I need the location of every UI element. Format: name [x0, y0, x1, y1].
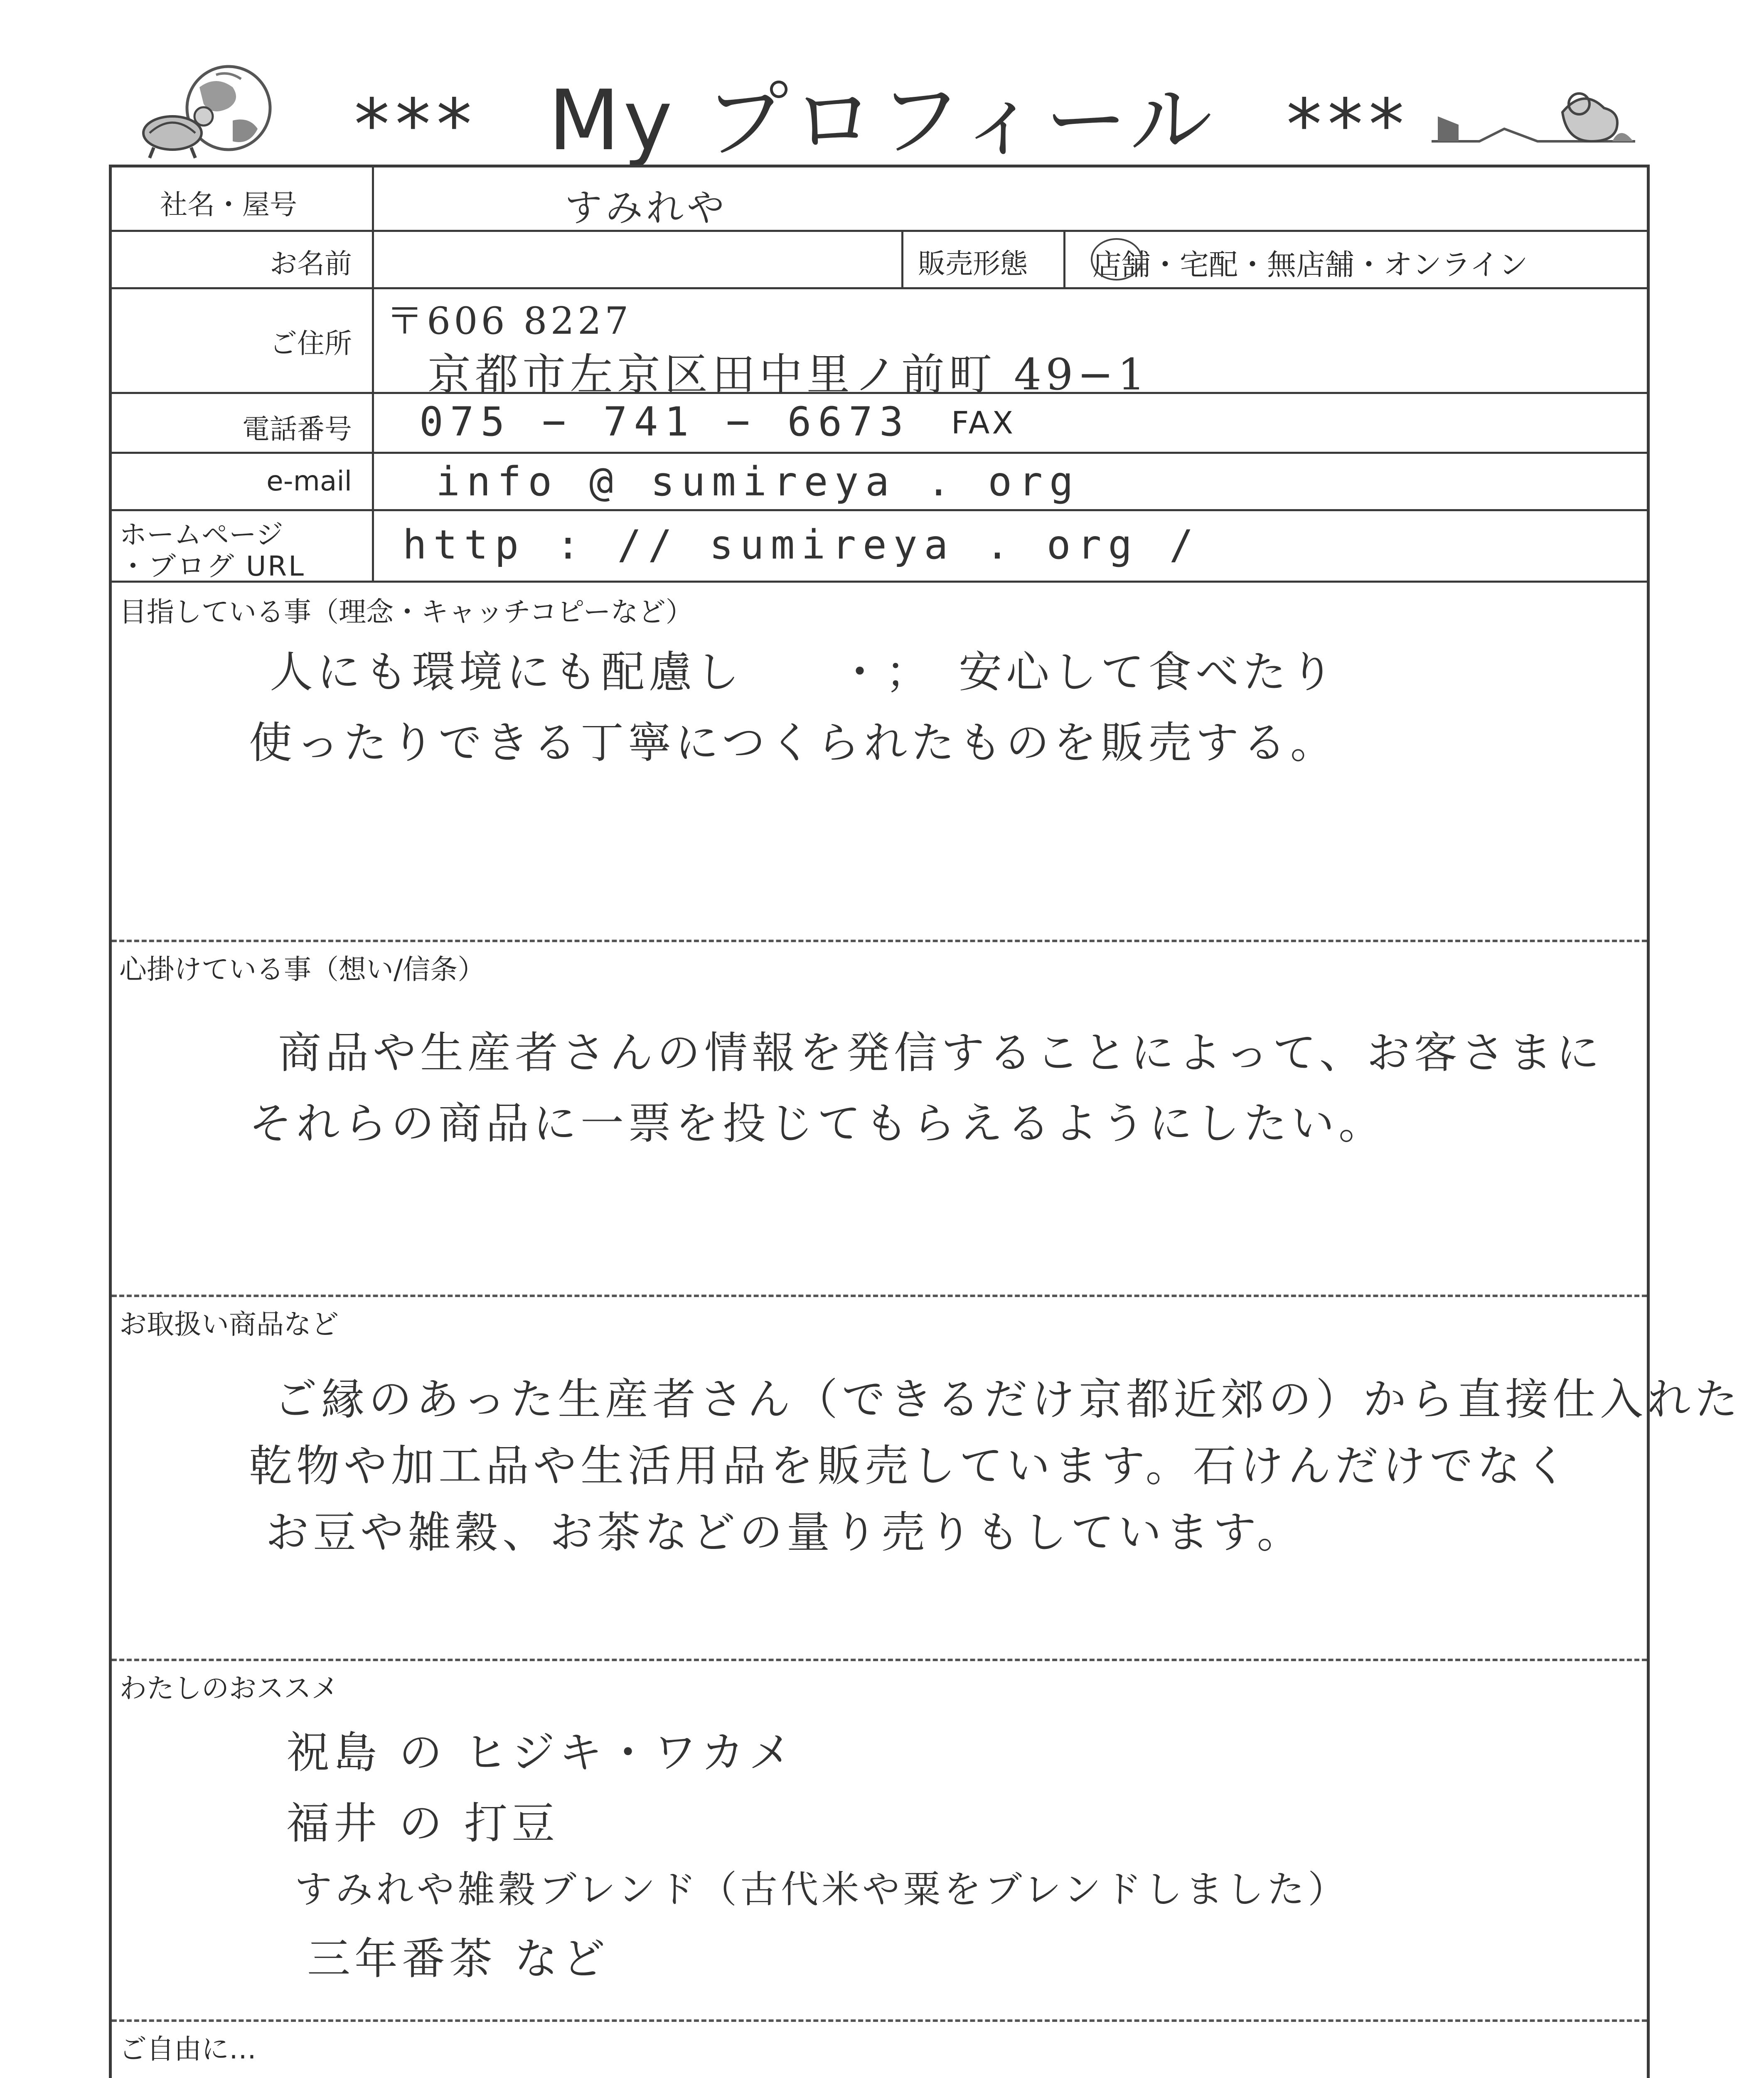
label-column-divider [372, 167, 374, 581]
recommend-item[interactable]: 福井 の 打豆 [286, 1798, 559, 1849]
title-stars-left: *** [354, 84, 478, 166]
sales-form-divider [1063, 230, 1065, 287]
homepage-label-line2: ・ブログ URL [119, 550, 305, 582]
title-stars-right: *** [1286, 84, 1410, 166]
name-label: お名前 [270, 248, 352, 280]
name-field[interactable] [394, 239, 885, 276]
mindset-line[interactable]: 商品や生産者さんの情報を発信することによって、お客さまに [278, 1027, 1604, 1078]
sales-form-divider [901, 230, 903, 287]
sales-form-options[interactable]: 店舗・宅配・無店舗・オンライン [1092, 248, 1528, 282]
profile-form [109, 165, 1742, 2078]
goals-line[interactable]: 使ったりできる丁寧につくられたものを販売する。 [249, 717, 1338, 768]
section-divider [112, 1659, 1647, 1661]
recommend-item[interactable]: 三年番茶 など [307, 1933, 610, 1984]
landscape-illustration-icon [1429, 83, 1637, 154]
company-label: 社名・屋号 [160, 189, 297, 221]
products-line[interactable]: お豆や雑穀、お茶などの量り売りもしています。 [266, 1507, 1304, 1558]
goals-label: 目指している事（理念・キャッチコピーなど） [119, 596, 693, 628]
products-line[interactable]: ご縁のあった生産者さん（できるだけ京都近郊の）から直接仕入れた [274, 1374, 1742, 1425]
mindset-label: 心掛けている事（想い/信条） [119, 953, 485, 985]
row-divider [112, 230, 1647, 232]
products-line[interactable]: 乾物や加工品や生活用品を販売しています。石けんだけでなく [249, 1440, 1572, 1491]
postal-code[interactable]: 〒606 8227 [386, 299, 632, 343]
recommend-label: わたしのおススメ [119, 1672, 339, 1704]
goals-line[interactable]: 人にも環境にも配慮し ・； 安心して食べたり [270, 647, 1338, 697]
sales-form-label: 販売形態 [918, 248, 1028, 280]
row-divider [112, 581, 1647, 583]
section-divider [112, 2019, 1647, 2022]
row-divider [112, 452, 1647, 454]
free-label: ご自由に… [119, 2033, 256, 2065]
row-divider [112, 509, 1647, 511]
address-label: ご住所 [270, 327, 352, 359]
fax-label: FAX [951, 405, 1016, 441]
company-value[interactable]: すみれや [565, 186, 728, 230]
phone-label: 電話番号 [242, 413, 352, 445]
row-divider [112, 287, 1647, 289]
title-text: My プロフィール [548, 72, 1216, 169]
email-label: e-mail [266, 465, 352, 497]
address-value[interactable]: 京都市左京区田中里ノ前町 49−1 [428, 349, 1149, 400]
recommend-item[interactable]: 祝島 の ヒジキ・ワカメ [286, 1727, 796, 1778]
homepage-label-line1: ホームページ [119, 519, 283, 551]
mindset-line[interactable]: それらの商品に一票を投じてもらえるようにしたい。 [249, 1098, 1386, 1149]
products-label: お取扱い商品など [119, 1308, 339, 1340]
turtle-globe-illustration-icon [133, 62, 283, 162]
phone-value[interactable]: 075 − 741 − 6673 [419, 399, 910, 445]
email-value[interactable]: info @ sumireya . org [436, 458, 1080, 505]
homepage-value[interactable]: http : // sumireya . org / [403, 522, 1200, 568]
recommend-item[interactable]: すみれや雑穀ブレンド（古代米や粟をブレンドしました） [295, 1868, 1349, 1911]
selected-option-circle [1091, 238, 1142, 281]
section-divider [112, 1295, 1647, 1297]
section-divider [112, 940, 1647, 942]
